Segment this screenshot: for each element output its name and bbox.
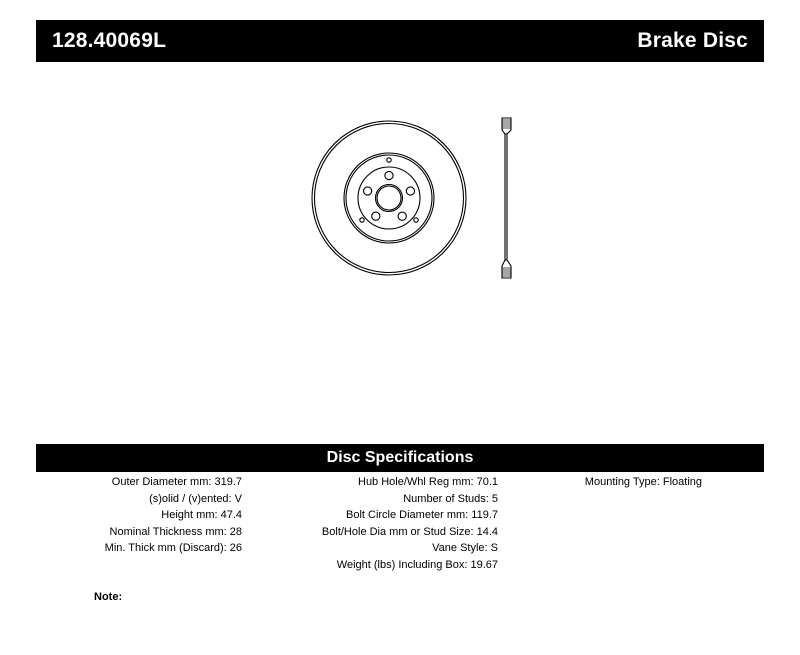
spec-item: Min. Thick mm (Discard): 26: [104, 542, 242, 554]
spec-item: Hub Hole/Whl Reg mm: 70.1: [358, 476, 498, 488]
spec-item: Nominal Thickness mm: 28: [109, 525, 242, 538]
specs-columns: [36, 474, 764, 573]
spec-item: (s)olid / (v)ented: V: [149, 492, 242, 505]
specs-column-right: [502, 474, 764, 491]
specs-body: [36, 474, 764, 603]
specs-section-title: Disc Specifications: [36, 444, 764, 472]
spec-item: Mounting Type: Floating: [584, 476, 702, 488]
spec-item: Outer Diameter mm: 319.7: [111, 476, 242, 488]
spec-item: Bolt Circle Diameter mm: 119.7: [345, 509, 498, 521]
spec-item: Vane Style: S: [432, 542, 498, 554]
note-label: Note:: [94, 591, 123, 603]
specs-column-middle: [246, 474, 502, 573]
header-bar: [36, 20, 764, 62]
part-number: 128.40069L: [52, 29, 167, 52]
spec-item: Bolt/Hole Dia mm or Stud Size: 14.4: [321, 525, 498, 538]
spec-item: Number of Studs: 5: [403, 492, 498, 505]
page-title: Brake Disc: [637, 29, 748, 52]
specs-column-left: [36, 474, 246, 557]
product-image-area: [36, 80, 764, 420]
brake-rotor-illustration: [306, 100, 556, 300]
spec-item: Height mm: 47.4: [161, 509, 242, 521]
spec-item: Weight (lbs) Including Box: 19.67: [336, 558, 498, 571]
